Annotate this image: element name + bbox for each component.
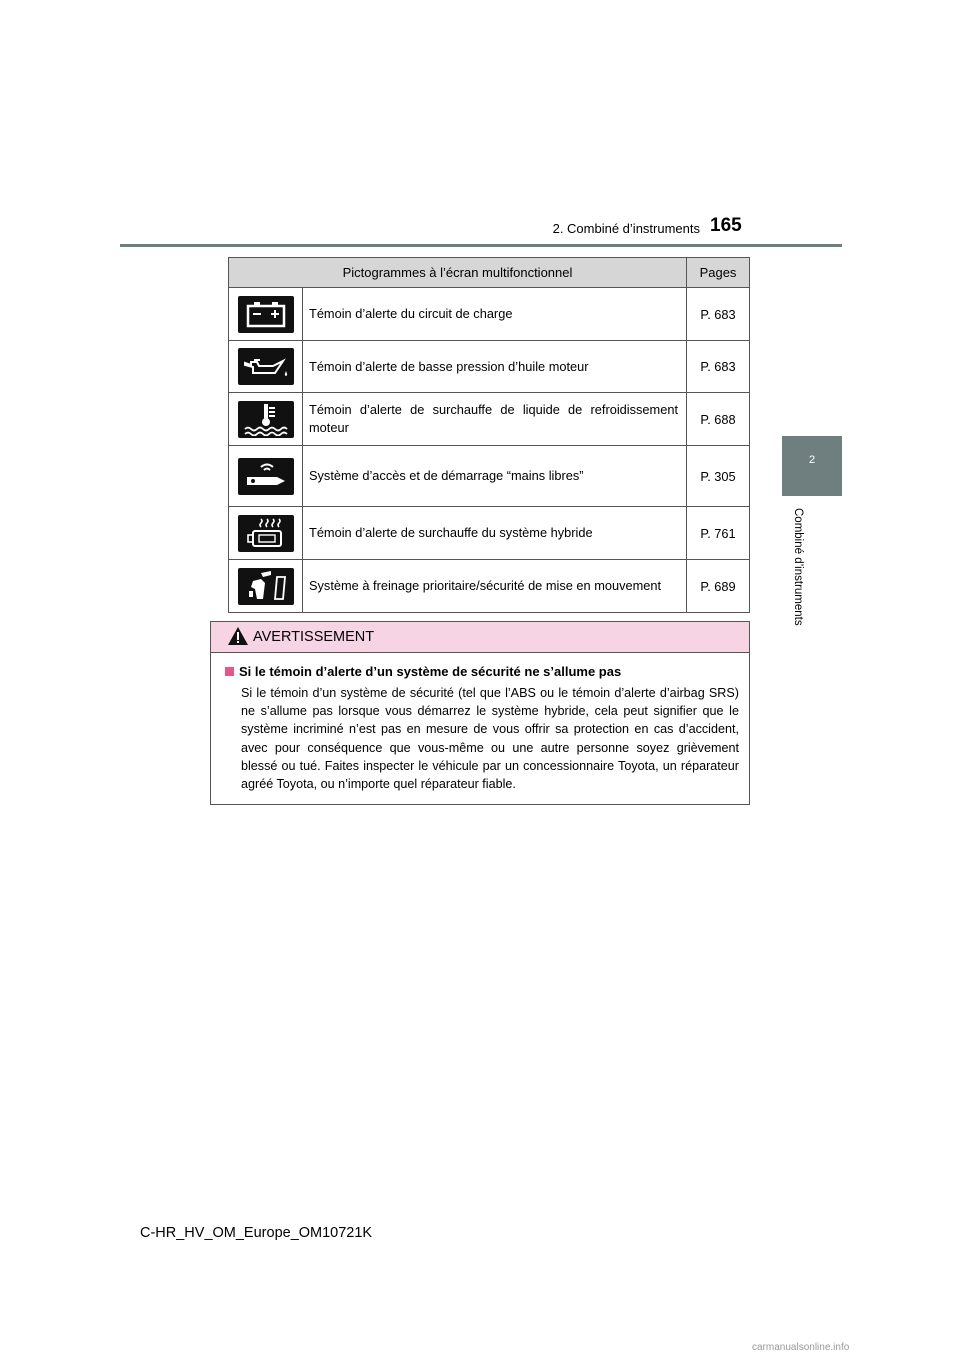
row-page-ref: P. 683 [687,288,750,341]
warning-header [211,622,749,653]
icon-cell [229,507,303,560]
table-row [229,288,750,341]
row-description: Témoin d’alerte de surchauffe du système hybride [303,507,687,560]
table-header-row [229,258,750,288]
warning-item-text: Si le témoin d’un système de sécurité (tel que l’ABS ou le témoin d’alerte d’airbag SRS) ne s’allume pas lorsque vous démarrez le système hybride, cela peut signifier que le système incriminé n’est pas en mesure de vous offrir sa protection en cas d’accident, avec pour conséquence que vous-même ou une autre personne soyez grièvement blessé ou tué. Faites inspecter le véhicule par un concessionnaire Toyota, un réparateur agréé Toyota, ou n’importe quel réparateur fiable. [241,686,739,792]
battery-charge-icon [238,296,294,333]
page-number: 165 [710,215,742,236]
chapter-label: Combiné d’instruments [792,508,804,626]
document-code: C-HR_HV_OM_Europe_OM10721K [140,1225,373,1241]
column-header-pages: Pages [687,258,750,288]
oil-pressure-icon [238,348,294,385]
warning-item-title-text: Si le témoin d’alerte d’un système de sécurité ne s’allume pas [239,664,622,679]
row-description: Système à freinage prioritaire/sécurité de mise en mouvement [303,560,687,613]
warning-item-title [225,664,621,679]
icon-cell [229,446,303,507]
smart-key-icon [238,458,294,495]
header-rule [120,244,842,247]
icon-cell [229,560,303,613]
warning-title: AVERTISSEMENT [253,629,375,645]
bullet-square-icon [225,667,234,676]
row-description: Témoin d’alerte de basse pression d’huile moteur [303,341,687,393]
icon-cell [229,341,303,393]
table-row [229,560,750,613]
row-page-ref: P. 688 [687,393,750,446]
icon-cell [229,393,303,446]
row-page-ref: P. 305 [687,446,750,507]
row-description: Système d’accès et de démarrage “mains libres” [303,446,687,507]
row-description: Témoin d’alerte du circuit de charge [303,288,687,341]
row-page-ref: P. 683 [687,341,750,393]
row-description: Témoin d’alerte de surchauffe de liquide de refroidissement moteur [303,393,687,446]
table-row [229,446,750,507]
coolant-temperature-icon [238,401,294,438]
chapter-tab [782,436,842,496]
chapter-tab-number: 2 [808,454,816,466]
table-row [229,393,750,446]
table-row [229,341,750,393]
icon-cell [229,288,303,341]
pictogram-table [228,257,750,613]
row-page-ref: P. 761 [687,507,750,560]
column-header-pictograms: Pictogrammes à l’écran multifonctionnel [229,258,687,288]
row-page-ref: P. 689 [687,560,750,613]
section-title: 2. Combiné d’instruments [552,221,700,236]
watermark: carmanualsonline.info [752,1342,850,1353]
hybrid-overheat-icon [238,515,294,552]
warning-box [210,621,750,805]
table-row [229,507,750,560]
warning-triangle-icon [227,626,249,646]
brake-override-icon [238,568,294,605]
